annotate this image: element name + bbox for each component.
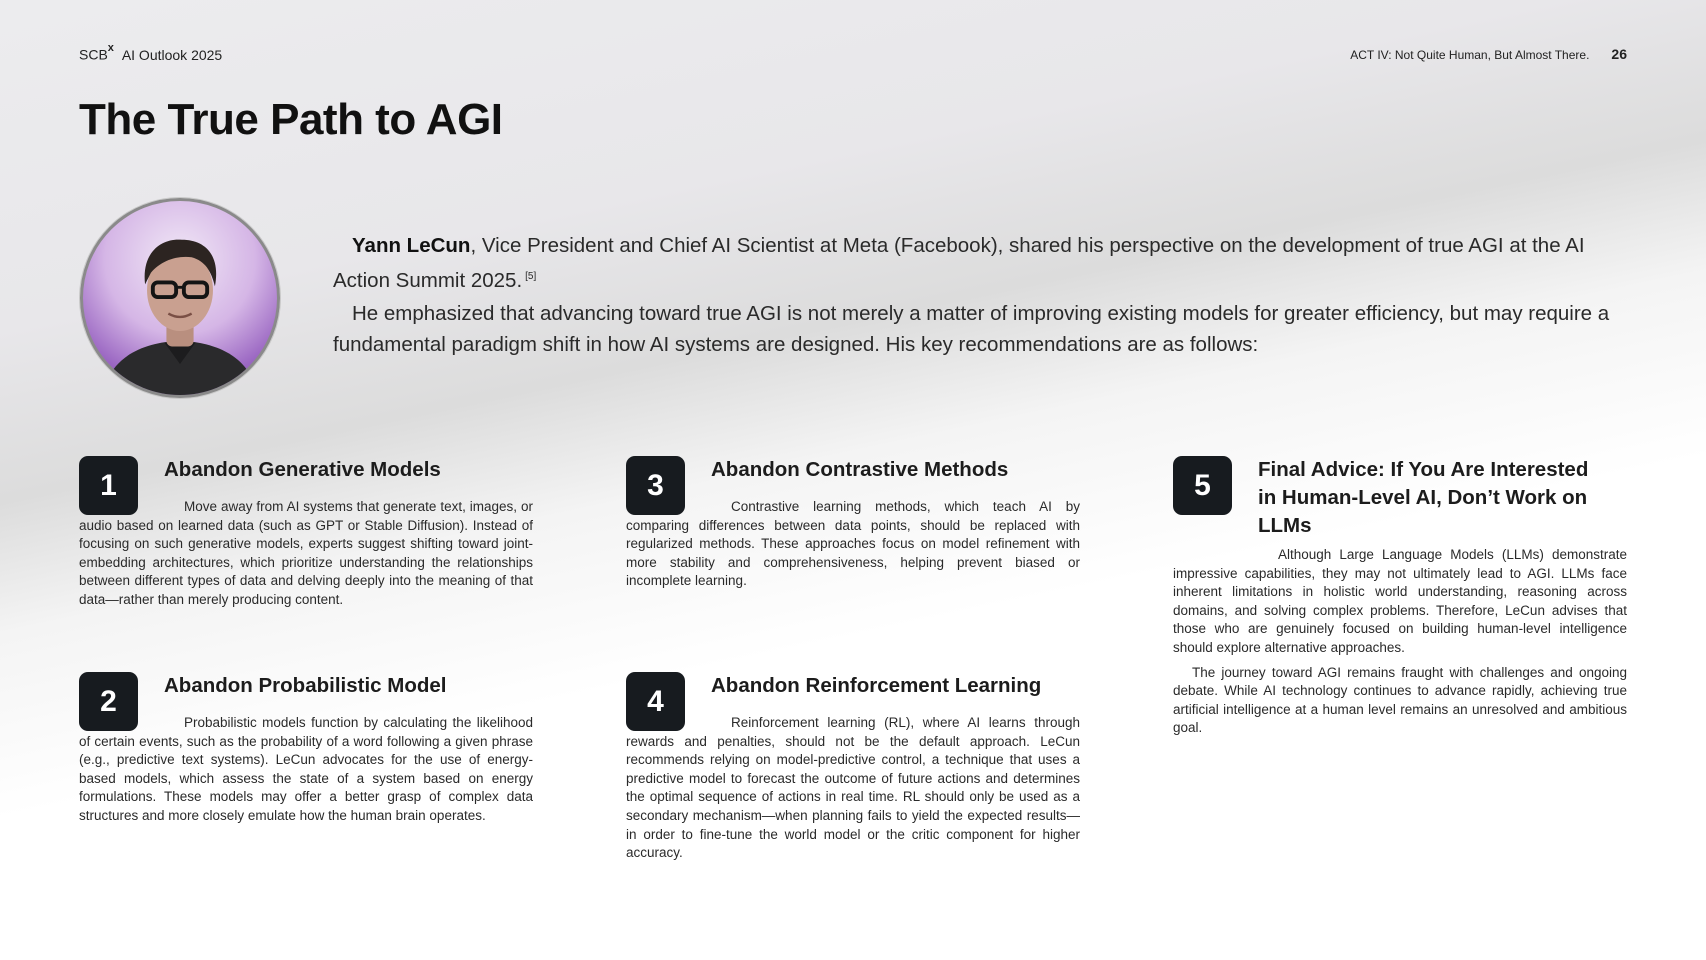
number-badge: 2 <box>79 672 138 731</box>
recommendation-body <box>79 714 533 826</box>
recommendation-text: Contrastive learning methods, which teach AI by comparing differences between data points, should be replaced with regularized methods. These approaches focus on model refinement with more stability and comprehensiveness, helping prevent biased or incomplete learning. <box>626 499 1080 589</box>
recommendation-text: Move away from AI systems that generate text, images, or audio based on learned data (such as GPT or Stable Diffusion). Instead of focusing on such generative models, experts suggest shifting toward joint-embedding architectures, which prioritize understanding the relationships between different types of data and delving deeply into the meaning of that data—rather than merely producing content. <box>79 499 533 607</box>
reference-marker: [5] <box>525 271 537 282</box>
recommendation-title-line-1: Final Advice: If You Are Interested <box>1258 458 1589 481</box>
number-badge: 1 <box>79 456 138 515</box>
recommendation-body <box>79 498 533 610</box>
page-title: The True Path to AGI <box>79 95 503 144</box>
page-number: 26 <box>1611 46 1627 62</box>
recommendation-1 <box>79 456 533 610</box>
recommendation-body <box>626 714 1080 863</box>
recommendation-title: Abandon Generative Models <box>164 458 441 481</box>
recommendation-title: Abandon Probabilistic Model <box>164 674 447 697</box>
doc-title: AI Outlook 2025 <box>121 46 223 63</box>
intro-paragraph-2: He emphasized that advancing toward true AGI is not merely a matter of improving existing models for greater efficiency, but may require a fundamental paradigm shift in how AI systems are designed. His key recommendations are as follows: <box>333 301 1610 356</box>
person-description: , Vice President and Chief AI Scientist at Meta (Facebook), shared his perspective on the development of true AGI at the AI Action Summit 2025. <box>333 234 1585 292</box>
portrait-photo <box>80 198 280 398</box>
person-name: Yann LeCun <box>352 234 471 257</box>
number-badge: 5 <box>1173 456 1232 515</box>
intro-paragraph-1 <box>333 230 1626 296</box>
act-title: ACT IV: Not Quite Human, But Almost There. <box>1350 48 1590 62</box>
recommendation-5 <box>1173 456 1627 738</box>
intro-text <box>333 230 1626 360</box>
recommendation-2 <box>79 672 533 826</box>
recommendation-body <box>626 498 1080 591</box>
person-portrait-icon <box>83 201 277 395</box>
number-badge: 3 <box>626 456 685 515</box>
recommendation-text: Although Large Language Models (LLMs) demonstrate impressive capabilities, they may not ultimately lead to AGI. LLMs face inherent limitations in holistic world understanding, reasoning across domains, and solving complex problems. Therefore, LeCun advises that those who are genuinely focused on building human-level intelligence should explore alternative approaches. <box>1173 547 1627 655</box>
number-badge: 4 <box>626 672 685 731</box>
brand-name: SCB <box>79 46 108 63</box>
recommendation-4 <box>626 672 1080 863</box>
recommendation-title: Abandon Contrastive Methods <box>711 458 1009 481</box>
recommendation-text: Reinforcement learning (RL), where AI learns through rewards and penalties, should not be the default approach. LeCun recommends relying on model-predictive control, a technique that uses a predictive model to forecast the outcome of future actions and determines the optimal sequence of actions in real time. RL should only be used as a secondary mechanism—when planning fails to yield the expected results—in order to fine-tune the world model or the critic component for higher accuracy. <box>626 715 1080 861</box>
recommendation-3 <box>626 456 1080 591</box>
recommendation-text: Probabilistic models function by calculating the likelihood of certain events, such as the probability of a word following a given phrase (e.g., predictive text systems). LeCun advocates for the use of energy-based models, which assess the state of a system based on energy formulations. These models may offer a better grasp of complex data structures and more closely emulate how the human brain operates. <box>79 715 533 823</box>
header-right <box>1350 46 1627 62</box>
recommendation-title <box>1258 456 1627 540</box>
brand-header <box>79 42 223 63</box>
recommendation-body <box>1173 546 1627 738</box>
brand-mark: x <box>107 42 114 54</box>
recommendation-title-line-2: in Human-Level AI, Don’t Work on LLMs <box>1258 486 1588 537</box>
recommendation-title: Abandon Reinforcement Learning <box>711 674 1042 697</box>
closing-text: The journey toward AGI remains fraught with challenges and ongoing debate. While AI technology continues to advance rapidly, achieving true artificial intelligence at a human level remains an unresolved and ambitious goal. <box>1173 664 1627 736</box>
